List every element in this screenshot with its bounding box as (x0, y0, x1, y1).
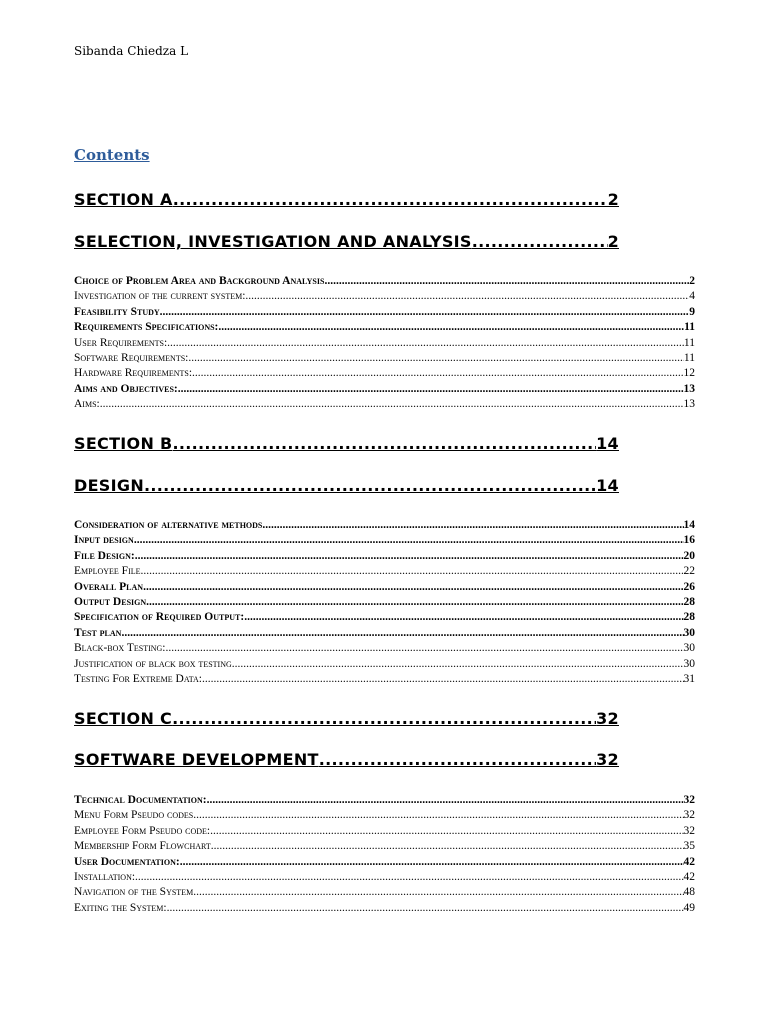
toc-leader-dots (141, 564, 684, 579)
toc-leader-dots (178, 382, 684, 397)
toc-entry[interactable] (74, 793, 695, 808)
toc-entry[interactable] (74, 382, 695, 397)
toc-entry-label: Input design (74, 534, 134, 547)
toc-entry[interactable] (74, 320, 695, 335)
toc-heading-section-b[interactable]: SECTION B ..... 14 (74, 434, 695, 454)
toc-entry[interactable] (74, 901, 695, 916)
toc-entry-label: Overall Plan (74, 580, 144, 593)
toc-entry-page: 35 (683, 840, 695, 853)
toc-leader-dots (245, 289, 689, 304)
toc-entry-page: 9 (689, 305, 695, 318)
toc-heading-software-development[interactable]: SOFTWARE DEVELOPMENT ..... 32 (74, 750, 695, 770)
toc-entry[interactable] (74, 274, 695, 289)
toc-entry-label: User Documentation: (74, 855, 180, 868)
toc-entry-label: Hardware Requirements: (74, 367, 193, 380)
toc-entry-page: 42 (683, 870, 695, 883)
toc-entry-page: 30 (683, 657, 695, 670)
toc-entry[interactable] (74, 885, 695, 900)
toc-leader-dots (143, 580, 683, 595)
toc-entry[interactable] (74, 839, 695, 854)
toc-entry-label: Consideration of alternative methods (74, 519, 263, 531)
toc-leader-dots (232, 657, 684, 672)
toc-entry-page: 30 (683, 642, 695, 655)
toc-entry-label: Membership Form Flowchart (74, 840, 211, 853)
toc-leader-dots (324, 274, 689, 289)
toc-entry[interactable] (74, 855, 695, 870)
toc-leader-dots (167, 901, 684, 916)
toc-heading-section-c[interactable]: SECTION C ..... 32 (74, 709, 695, 729)
toc-entry-page: 4 (689, 290, 695, 303)
toc-group-c (74, 793, 695, 916)
toc-leader-dots (100, 397, 684, 412)
toc-leader-dots (193, 808, 683, 823)
toc-entry-label: Feasibility Study (74, 305, 160, 318)
toc-leader-dots (210, 824, 683, 839)
toc-entry[interactable] (74, 870, 695, 885)
toc-group-b (74, 518, 695, 687)
toc-leader-dots (180, 855, 684, 870)
toc-entry[interactable] (74, 549, 695, 564)
toc-heading-selection[interactable]: SELECTION, INVESTIGATION AND ANALYSIS ..... 2 (74, 232, 695, 252)
toc-entry-label: Employee File (74, 565, 141, 578)
contents-title: Contents (74, 146, 150, 164)
toc-entry-label: Navigation of the System (74, 886, 194, 899)
toc-entry-page: 20 (683, 549, 695, 562)
toc-entry-page: 32 (683, 794, 695, 806)
toc-entry-page: 14 (683, 519, 695, 531)
toc-entry-label: Black-box Testing: (74, 642, 166, 655)
toc-entry[interactable] (74, 533, 695, 548)
toc-entry-label: Employee Form Pseudo code: (74, 824, 211, 837)
toc-entry-label: Choice of Problem Area and Background Analysis (74, 275, 325, 287)
toc-entry-label: Technical Documentation: (74, 794, 207, 806)
toc-entry-page: 2 (689, 275, 695, 287)
toc-leader-dots (193, 885, 683, 900)
toc-leader-dots (160, 305, 690, 320)
toc-entry-label: Exiting the System: (74, 901, 167, 914)
toc-heading-design[interactable]: DESIGN ..... 14 (74, 476, 695, 496)
toc-entry[interactable] (74, 610, 695, 625)
toc-leader-dots (134, 533, 684, 548)
toc-entry[interactable] (74, 641, 695, 656)
toc-entry-label: Output Design (74, 595, 147, 608)
toc-entry-label: Testing For Extreme Data: (74, 672, 202, 685)
toc-entry[interactable] (74, 397, 695, 412)
toc-entry-page: 42 (683, 855, 695, 868)
toc-entry-page: 32 (683, 809, 695, 822)
toc-entry-page: 28 (683, 611, 695, 624)
toc-leader-dots (211, 839, 684, 854)
toc-leader-dots (135, 549, 684, 564)
toc-entry-page: 12 (683, 367, 695, 380)
toc-leader-dots (244, 610, 683, 625)
toc-entry-page: 16 (683, 534, 695, 547)
toc-entry[interactable] (74, 808, 695, 823)
toc-entry-page: 13 (683, 398, 695, 411)
toc-entry-label: Aims: (74, 398, 100, 411)
toc-entry-page: 49 (683, 901, 695, 914)
toc-leader-dots (121, 626, 683, 641)
toc-entry-label: Installation: (74, 870, 136, 883)
toc-entry[interactable] (74, 564, 695, 579)
toc-leader-dots (135, 870, 683, 885)
toc-entry[interactable] (74, 351, 695, 366)
toc-entry[interactable] (74, 657, 695, 672)
toc-entry-label: Menu Form Pseudo codes (74, 809, 194, 822)
toc-entry[interactable] (74, 824, 695, 839)
toc-entry[interactable] (74, 336, 695, 351)
toc-leader-dots (207, 793, 684, 808)
toc-entry-page: 30 (683, 626, 695, 639)
toc-leader-dots (167, 336, 684, 351)
toc-entry[interactable] (74, 595, 695, 610)
toc-entry-page: 13 (683, 382, 695, 395)
toc-entry-label: Aims and Objectives: (74, 382, 178, 395)
toc-entry-label: Software Requirements: (74, 351, 189, 364)
toc-entry-label: Justification of black box testing (74, 657, 232, 670)
toc-entry-label: Requirements Specifications: (74, 321, 219, 334)
toc-entry-page: 26 (683, 580, 695, 593)
toc-entry-page: 32 (683, 824, 695, 837)
toc-entry[interactable] (74, 672, 695, 687)
toc-entry-page: 11 (684, 321, 695, 334)
toc-leader-dots (218, 320, 684, 335)
toc-leader-dots (188, 351, 684, 366)
toc-heading-section-a[interactable]: SECTION A ..... 2 (74, 190, 695, 210)
toc-leader-dots (262, 518, 683, 533)
toc-entry-label: Investigation of the current system: (74, 290, 246, 303)
toc-entry-page: 31 (683, 672, 695, 685)
toc-entry-label: File Design: (74, 549, 135, 562)
toc-entry[interactable] (74, 518, 695, 533)
toc-leader-dots (192, 366, 683, 381)
toc-leader-dots (166, 641, 684, 656)
toc-entry[interactable] (74, 580, 695, 595)
toc-entry-page: 48 (683, 886, 695, 899)
toc-group-a (74, 274, 695, 413)
page-header-author: Sibanda Chiedza L (74, 44, 189, 58)
toc-entry-label: Specification of Required Output: (74, 611, 245, 624)
toc-entry-page: 11 (683, 336, 695, 349)
toc-leader-dots (146, 595, 683, 610)
toc-entry-page: 22 (683, 565, 695, 578)
toc-entry[interactable] (74, 366, 695, 381)
toc-entry[interactable] (74, 289, 695, 304)
toc-entry[interactable] (74, 305, 695, 320)
toc-entry-label: Test plan (74, 626, 122, 639)
toc-entry[interactable] (74, 626, 695, 641)
toc-entry-label: User Requirements: (74, 336, 168, 349)
toc-leader-dots (202, 672, 684, 687)
toc-entry-page: 28 (683, 595, 695, 608)
toc-entry-page: 11 (683, 351, 695, 364)
